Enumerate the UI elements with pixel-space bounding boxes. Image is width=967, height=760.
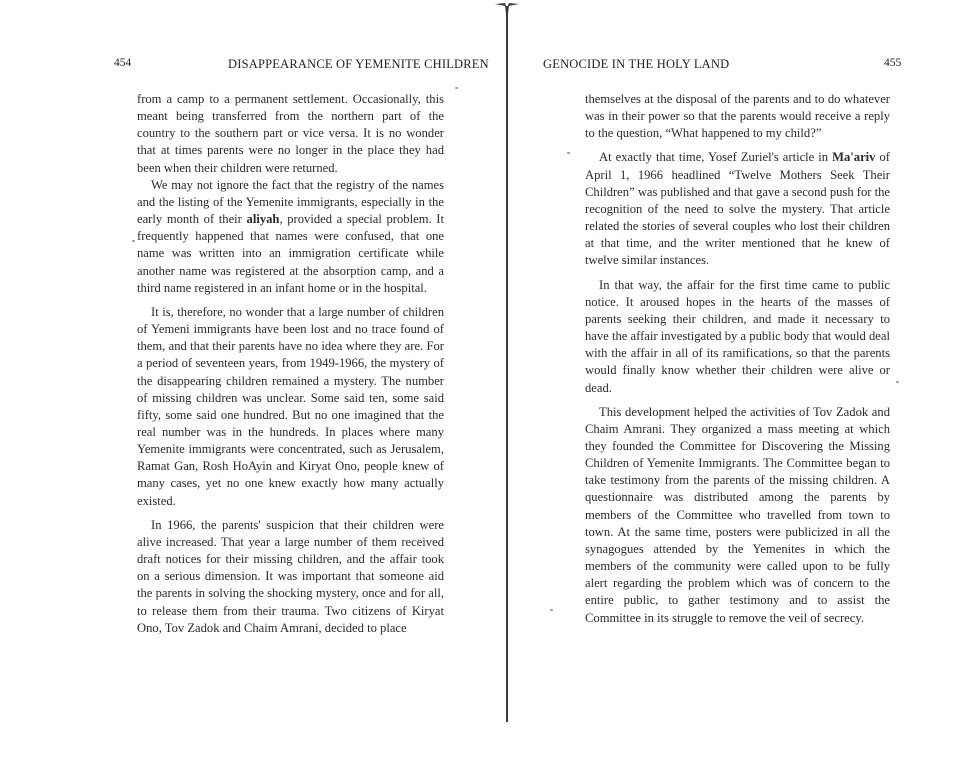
scan-speck — [896, 381, 899, 383]
right-running-header: GENOCIDE IN THE HOLY LAND — [543, 57, 730, 71]
left-paragraph-2: We may not ignore the fact that the registry of the names and the listing of the Yemenite immigrants, especially in the early month of their aliyah, provided a special problem. It frequently happened that names were confused, that one name was written into an immigration certificate while another name was registered at the absorption camp, and a third name registered in an infant home or in the hospital. — [137, 177, 444, 295]
right-page-number: 455 — [884, 57, 902, 69]
left-paragraph-1: from a camp to a permanent settlement. Occasionally, this meant being transferred from the northern part of the country to the southern part or vice versa. It is no wonder that at times parents were no longer in the place they had been when their children were returned. — [137, 92, 444, 175]
right-text-column — [585, 91, 890, 627]
right-paragraph-3: In that way, the affair for the first time came to public notice. It aroused hopes in the hearts of the masses of parents seeking their children, and made it necessary to have the affair investigated by a public body that would deal with the affair in all of its ramifications, so that the parents would finally know whether their children were alive or dead. — [585, 277, 890, 395]
bold-term: aliyah — [246, 212, 280, 227]
scan-speck — [132, 240, 135, 242]
scan-speck — [455, 87, 458, 89]
right-paragraph-1: themselves at the disposal of the parents and to do whatever was in their power so that the parents would receive a reply to the question, “What happened to my child?” — [585, 92, 890, 141]
left-text-column — [137, 91, 444, 637]
scan-speck — [567, 152, 570, 154]
left-paragraph-4: In 1966, the parents' suspicion that their children were alive increased. That year a large number of them received draft notices for their missing children, and the affair took on a serious dimension. It was important that someone aid the parents in solving the shocking mystery, once and for all, to release them from their trauma. Two citizens of Kiryat Ono, Tov Zadok and Chaim Amrani, decided to place — [137, 517, 444, 635]
left-page-number: 454 — [114, 57, 132, 69]
right-paragraph-4: This development helped the activities of Tov Zadok and Chaim Amrani. They organized a mass meeting at which they founded the Committee for Discovering the Missing Children of Yemenite Immigrants. The Committee began to take testimony from the parents of the missing children. A questionnaire was distributed among the parents by members of the Committee who travelled from town to town. At the same time, posters were publicized in all the synagogues attended by the Yemenites in which the members of the community were called upon to be fully alert regarding the problem which was of concern to the entire public, to gather testimony and to assist the Committee in its struggle to remove the veil of secrecy. — [585, 404, 890, 625]
right-paragraph-2: At exactly that time, Yosef Zuriel's article in Ma'ariv of April 1, 1966 headlined “Twelve Mothers Seek Their Children” was published and that gave a second push for the recognition of the need to solve the mystery. That article related the stories of several couples who lost their children at that time, and the writer mentioned that he knew of twelve similar instances. — [585, 150, 890, 268]
left-paragraph-3: It is, therefore, no wonder that a large number of children of Yemeni immigrants have been lost and no trace found of them, and that their parents have no idea where they are. For a period of seventeen years, from 1949-1966, the mystery of the disappearing children remained a mystery. The number of missing children was unclear. Some said ten, some said fifty, some said one hundred. But no one imagined that the real number was in the hundreds. In places where many Yemenite immigrants were concentrated, such as Jerusalem, Ramat Gan, Rosh HoAyin and Kiryat Ono, people knew of many cases, yet no one knew exactly how many actually existed. — [137, 304, 444, 508]
right-page — [505, 0, 967, 760]
bold-term: Ma'ariv — [832, 150, 876, 165]
scan-speck — [550, 609, 553, 611]
left-running-header: DISAPPEARANCE OF YEMENITE CHILDREN — [228, 57, 489, 71]
